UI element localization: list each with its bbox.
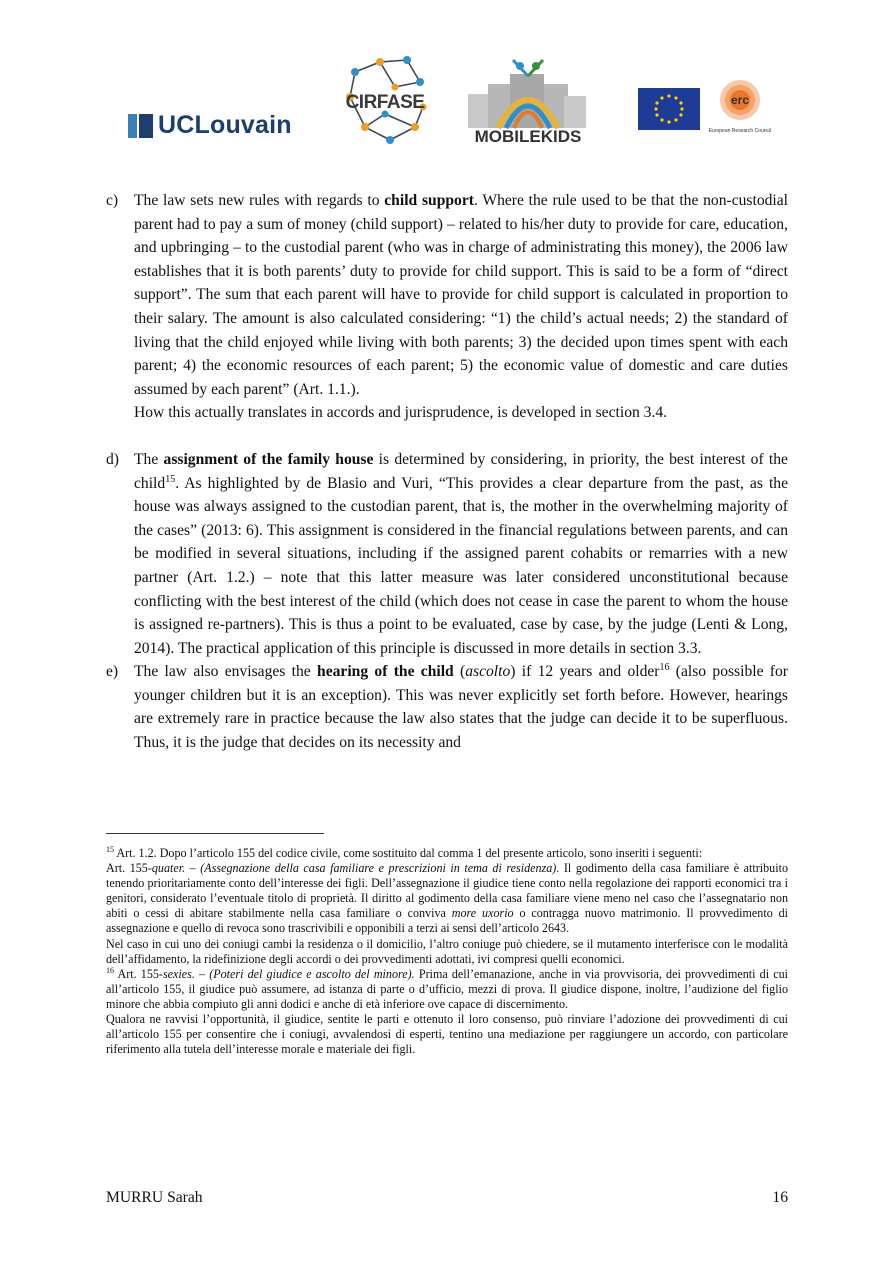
footnote-16: $^{16}$ Art. 155-sexies. – (Poteri del giudice e ascolto del minore). Prima dell’emanazione, anche in via provvisoria, dei provvedimenti di cui all’articolo 155, il giudice può assumere, ad istanza di parte o d’ufficio, mezzi di prova. Il giudice dispone, inoltre, l’audizione del figlio minore che abbia compiuto gli anni dodici e anche di età inferiore ove capace di discernimento. (106, 965, 788, 1011)
mobilekids-wordmark: MOBILEKIDS (474, 127, 582, 146)
cirfase-logo (335, 52, 435, 152)
list-item-d (106, 448, 788, 660)
paragraph: The assignment of the family house is determined by considering, in priority, the best interest of the child$^{15}$. As highlighted by de Blasio and Vuri, “This provides a clear departure from the past, as the house was always assigned to the custodian parent, that is, the mother in the overwhelming majority of the cases” (2013: 6). This assignment is considered in the financial regulations between parents, and can be modified in several situations, including if the assigned parent cohabits or remarries with a new partner (Art. 1.2.) – note that this latter measure was later considered unconstitutional because conflicting with the best interest of the child (which does not cease in case the parent to whom the house is assigned re-partners). This is thus a point to be evaluated, case by case, by the judge (Lenti & Long, 2014). The practical application of this principle is discussed in more details in section 3.3. (134, 450, 788, 657)
cirfase-wordmark: CIRFASE (345, 92, 425, 113)
footnotes (106, 846, 788, 1057)
footnote-divider (106, 833, 324, 834)
page-number: 16 (772, 1189, 788, 1206)
uclouvain-wordmark: UCLouvain (158, 110, 292, 139)
footnote-ref-15[interactable]: 15 (165, 473, 176, 485)
emphasis: hearing of the child (317, 663, 454, 681)
footnote-15: $^{15}$ Art. 1.2. Dopo l’articolo 155 del codice civile, come sostituito dal comma 1 del presente articolo, sono inseriti i seguenti: (106, 844, 703, 860)
footnote-paragraph: Qualora ne ravvisi l’opportunità, il giudice, sentite le parti e ottenuto il loro consenso, può rinviare l’adozione dei provvedimenti di cui all’articolo 155 per consentire che i coniugi, avvalendosi di esperti, tentino una mediazione per raggiungere un accordo, con particolare riferimento alla tutela dell’interesse morale e materiale dei figli. (106, 1012, 788, 1057)
footnote-paragraph: Art. 155-quater. – (Assegnazione della casa familiare e prescrizioni in tema di residenza). Il godimento della casa familiare è attribuito tenendo prioritariamente conto dell’interesse dei figli. Dell’assegnazione il giudice tiene conto nella regolazione dei rapporti economici tra i genitori, considerato l’eventuale titolo di proprietà. Il diritto al godimento della casa familiare viene meno nel caso che l’assegnatario non abiti o cessi di abitare stabilmente nella casa familiare o conviva more uxorio o contragga nuovo matrimonio. Il provvedimento di assegnazione e quello di revoca sono trascrivibili e opponibili a terzi ai sensi dell’articolo 2643. (106, 861, 788, 936)
erc-caption: European Research Council (708, 128, 772, 134)
emphasis: assignment of the family house (163, 450, 374, 468)
uclouvain-mark-icon (128, 112, 154, 138)
emphasis: child support (384, 192, 474, 209)
list-label: d) (106, 450, 119, 468)
paragraph: The law also envisages the hearing of the child (ascolto) if 12 years and older$^{16}$ (also possible for younger children but it is an exception). This was never explicitly set forth before. However, hearings are extremely rare in practice because the law also states that the judge can decide it to be superfluous. Thus, it is the judge that decides on its necessity and (134, 662, 788, 752)
author-name: MURRU Sarah (106, 1189, 203, 1206)
paragraph: The law sets new rules with regards to child support. Where the rule used to be that the non-custodial parent had to pay a sum of money (child support) – related to his/her duty to provide for care, education, and upbringing – to the custodial parent (who was in charge of administrating this money), the 2006 law establishes that it is both parents’ duty to provide for child support. This is said to be a form of “direct support”. The sum that each parent will have to provide for child support is calculated in proportion to their salary. The amount is also calculated considering: “1) the child’s actual needs; 2) the standard of living that the child enjoyed while living with both parents; 3) the decided upon times spent with each parent; 4) the economic resources of each parent; 5) the economic value of domestic and care duties assumed by each parent” (Art. 1.1.). (134, 192, 789, 398)
eu-flag-icon (638, 88, 700, 130)
list-item-e (106, 660, 788, 754)
paragraph: How this actually translates in accords and jurisprudence, is developed in section 3.4. (134, 404, 668, 422)
footnote-paragraph: Nel caso in cui uno dei coniugi cambi la residenza o il domicilio, l’altro coniuge può chiedere, se il mutamento interferisce con le modalità dell’affidamento, la ridefinizione degli accordi o dei provvedimenti adottati, ivi compresi quelli economici. (106, 936, 788, 966)
uclouvain-logo (128, 110, 292, 140)
main-text (106, 189, 788, 755)
list-item-c (106, 189, 788, 425)
mobilekids-logo (458, 54, 598, 146)
erc-wordmark: erc (730, 93, 750, 107)
list-label: e) (106, 663, 119, 681)
list-label: c) (106, 192, 119, 209)
footnote-ref-16[interactable]: 16 (659, 662, 670, 674)
header-logos (0, 52, 892, 152)
erc-logo (706, 76, 774, 142)
